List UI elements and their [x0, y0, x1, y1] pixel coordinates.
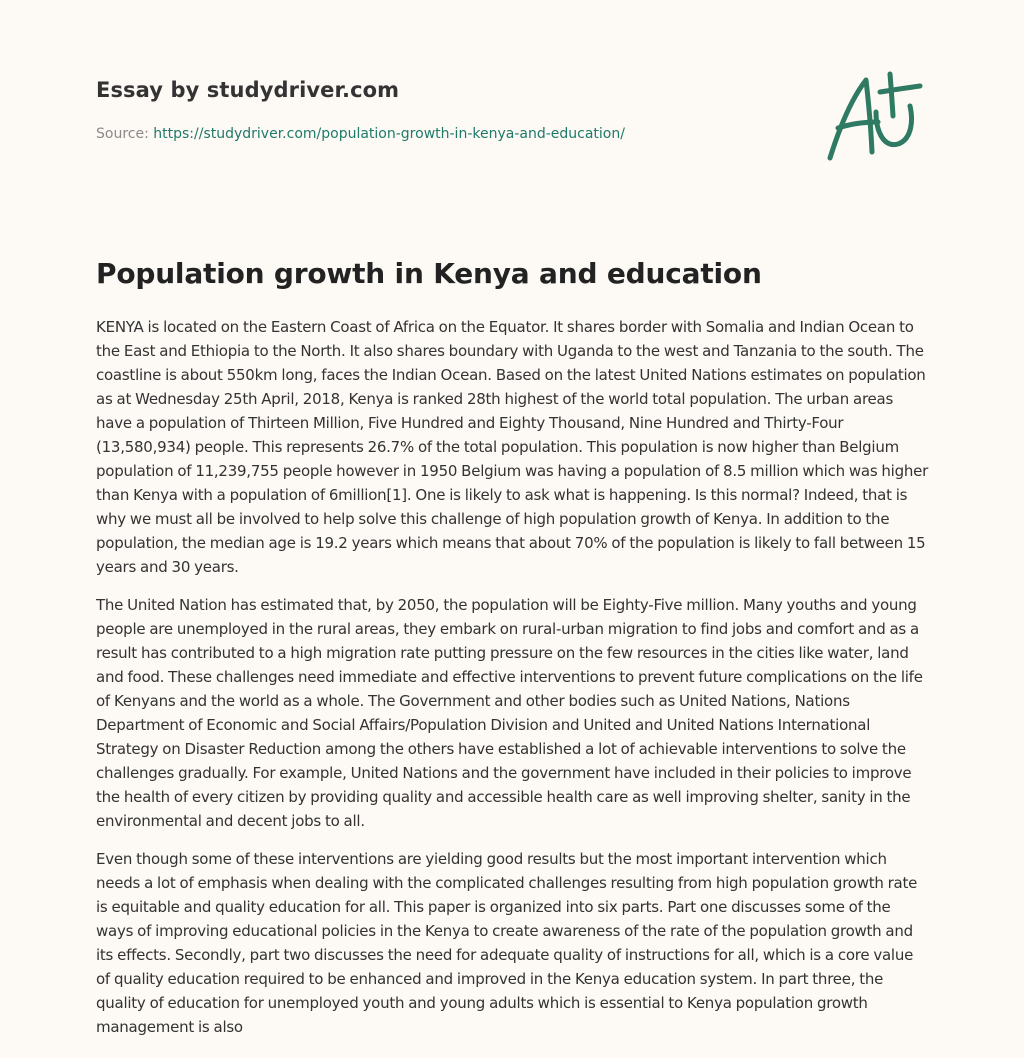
source-link[interactable]: https://studydriver.com/population-growth-in-kenya-and-education/: [153, 126, 625, 142]
source-label: Source:: [96, 126, 149, 142]
paragraph: The United Nation has estimated that, by 2050, the population will be Eighty-Five million. Many youths and young people are unemployed in the rural areas, they embark on rural-urban migration to find jobs and comfort and as a result has contributed to a high migration rate putting pressure on the few resources in the cities like water, land and food. These challenges need immediate and effective interventions to prevent future complications on the life of Kenyans and the world as a whole. The Government and other bodies such as United Nations, Nations Department of Economic and Social Affairs/Population Division and United and United Nations International Strategy on Disaster Reduction among the others have established a lot of achievable interventions to solve the challenges gradually. For example, United Nations and the government have included in their policies to improve the health of every citizen by providing quality and accessible health care as well improving shelter, sanity in the environmental and decent jobs to all.: [96, 596, 923, 830]
brand-title: Essay by studydriver.com: [96, 78, 400, 102]
paragraph: KENYA is located on the Eastern Coast of Africa on the Equator. It shares border with Somalia and Indian Ocean to the East and Ethiopia to the North. It also shares boundary with Uganda to the west and Tanzania to the south. The coastline is about 550km long, faces the Indian Ocean. Based on the latest United Nations estimates on population as at Wednesday 25th April, 2018, Kenya is ranked 28th highest of the world total population. The urban areas have a population of Thirteen Million, Five Hundred and Eighty Thousand, Nine Hundred and Thirty-Four (13,580,934) people. This represents 26.7% of the total population. This population is now higher than Belgium population of 11,239,755 people however in 1950 Belgium was having a population of 8.5 million which was higher than Kenya with a population of 6million[1]. One is likely to ask what is happening. Is this normal? Indeed, that is why we must all be involved to help solve this challenge of high population growth of Kenya. In addition to the population, the median age is 19.2 years which means that about 70% of the population is likely to fall between 15 years and 30 years.: [96, 318, 929, 576]
article-title: Population growth in Kenya and education: [96, 257, 762, 290]
a-plus-logo-svg: [822, 66, 930, 166]
a-plus-logo-icon: [822, 66, 930, 166]
article-body: [96, 315, 930, 1053]
essay-header: [96, 76, 796, 144]
source-line: [96, 124, 796, 144]
paragraph: Even though some of these interventions are yielding good results but the most important intervention which needs a lot of emphasis when dealing with the complicated challenges resulting from high population growth rate is equitable and quality education for all. This paper is organized into six parts. Part one discusses some of the ways of improving educational policies in the Kenya to create awareness of the rate of the population growth and its effects. Secondly, part two discusses the need for adequate quality of instructions for all, which is a core value of quality education required to be enhanced and improved in the Kenya education system. In part three, the quality of education for unemployed youth and young adults which is essential to Kenya population growth management is also: [96, 850, 918, 1036]
